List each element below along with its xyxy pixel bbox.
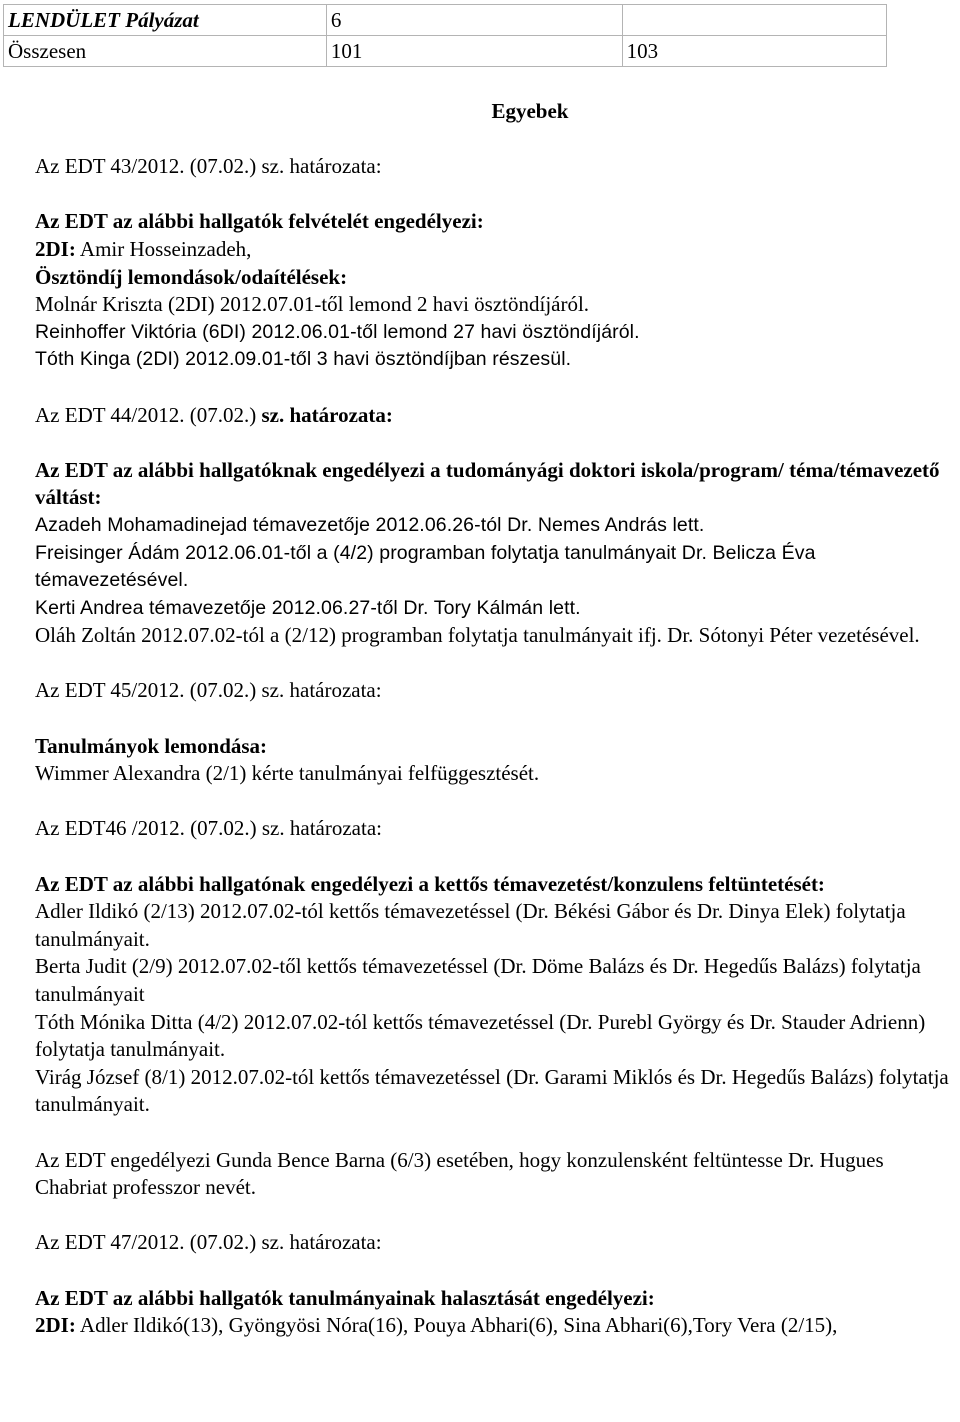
- document-body: [35, 98, 960, 1340]
- list-item: Kerti Andrea témavezetője 2012.06.27-től Dr. Tory Kálmán lett.: [35, 596, 581, 619]
- admission-line: [35, 236, 960, 264]
- resolution-subheading: Az EDT az alábbi hallgatók felvételét engedélyezi:: [35, 209, 484, 234]
- list-item: Berta Judit (2/9) 2012.07.02-től kettős témavezetéssel (Dr. Döme Balázs és Dr. Hegedűs Balázs) folytatja tanulmányait: [35, 954, 921, 1006]
- table-cell: 101: [326, 36, 622, 67]
- table-row: [4, 36, 887, 67]
- section-title: Egyebek: [491, 99, 569, 123]
- program-label: 2DI:: [35, 1313, 76, 1338]
- resolution-subheading: Tanulmányok lemondása:: [35, 733, 268, 758]
- resolution-subheading: Az EDT az alábbi hallgatónak engedélyezi a kettős témavezetést/konzulens feltüntetését:: [35, 871, 825, 896]
- table-cell: 103: [622, 36, 886, 67]
- list-item: [35, 1312, 960, 1340]
- table-cell: 6: [326, 5, 622, 36]
- table-cell: Összesen: [4, 36, 327, 67]
- list-item: Oláh Zoltán 2012.07.02-tól a (2/12) programban folytatja tanulmányait ifj. Dr. Sótonyi Péter vezetésével.: [35, 623, 920, 648]
- list-item: Tóth Kinga (2DI) 2012.09.01-től 3 havi ösztöndíjban részesül.: [35, 348, 572, 371]
- list-item: Wimmer Alexandra (2/1) kérte tanulmányai felfüggesztését.: [35, 761, 540, 786]
- resolution-heading: Az EDT 45/2012. (07.02.) sz. határozata:: [35, 678, 382, 703]
- admission-value: Amir Hosseinzadeh,: [75, 236, 252, 261]
- resolution-subheading: Az EDT az alábbi hallgatóknak engedélyezi a tudományági doktori iskola/program/ téma/témavezető váltást:: [35, 457, 940, 510]
- table-cell: [622, 5, 886, 36]
- summary-table: [3, 4, 887, 67]
- resolution-heading: [35, 402, 960, 430]
- list-item: Reinhoffer Viktória (6DI) 2012.06.01-től lemond 27 havi ösztöndíjáról.: [35, 320, 640, 343]
- resolution-subheading: Az EDT az alábbi hallgatók tanulmányainak halasztását engedélyezi:: [35, 1285, 655, 1310]
- paragraph: Az EDT engedélyezi Gunda Bence Barna (6/3) esetében, hogy konzulensként feltüntesse Dr. Hugues Chabriat professzor nevét.: [35, 1147, 884, 1200]
- program-label: 2DI:: [35, 236, 76, 261]
- stipend-heading: Ösztöndíj lemondások/odaítélések:: [35, 264, 348, 289]
- resolution-heading: Az EDT 47/2012. (07.02.) sz. határozata:: [35, 1230, 382, 1255]
- list-item: Molnár Kriszta (2DI) 2012.07.01-től lemond 2 havi ösztöndíjáról.: [35, 292, 590, 317]
- resolution-heading: [35, 153, 960, 181]
- list-item: Tóth Mónika Ditta (4/2) 2012.07.02-tól kettős témavezetéssel (Dr. Purebl György és Dr. Stauder Adrienn) folytatja tanulmányait.: [35, 1009, 926, 1062]
- list-item: Azadeh Mohamadinejad témavezetője 2012.06.26-tól Dr. Nemes András lett.: [35, 513, 705, 536]
- heading-text: Az EDT 44/2012. (07.02.): [35, 402, 262, 427]
- list-item: Freisinger Ádám 2012.06.01-től a (4/2) programban folytatja tanulmányait Dr. Belicza Éva témavezetésével.: [35, 541, 816, 592]
- resolution-heading: Az EDT46 /2012. (07.02.) sz. határozata:: [35, 816, 382, 841]
- table-row: [4, 5, 887, 36]
- list-item: Virág József (8/1) 2012.07.02-tól kettős témavezetéssel (Dr. Garami Miklós és Dr. Hegedűs Balázs) folytatja tanulmányait.: [35, 1064, 949, 1117]
- list-item: Adler Ildikó (2/13) 2012.07.02-tól kettős témavezetéssel (Dr. Békési Gábor és Dr. Dinya Elek) folytatja tanulmányait.: [35, 899, 906, 951]
- table-cell: LENDÜLET Pályázat: [4, 5, 327, 36]
- postponement-value: Adler Ildikó(13), Gyöngyösi Nóra(16), Pouya Abhari(6), Sina Abhari(6),Tory Vera (2/15),: [75, 1313, 838, 1338]
- heading-text-bold: sz. határozata:: [261, 402, 393, 427]
- heading-text: Az EDT 43/2012. (07.02.) sz. határozata:: [35, 154, 382, 179]
